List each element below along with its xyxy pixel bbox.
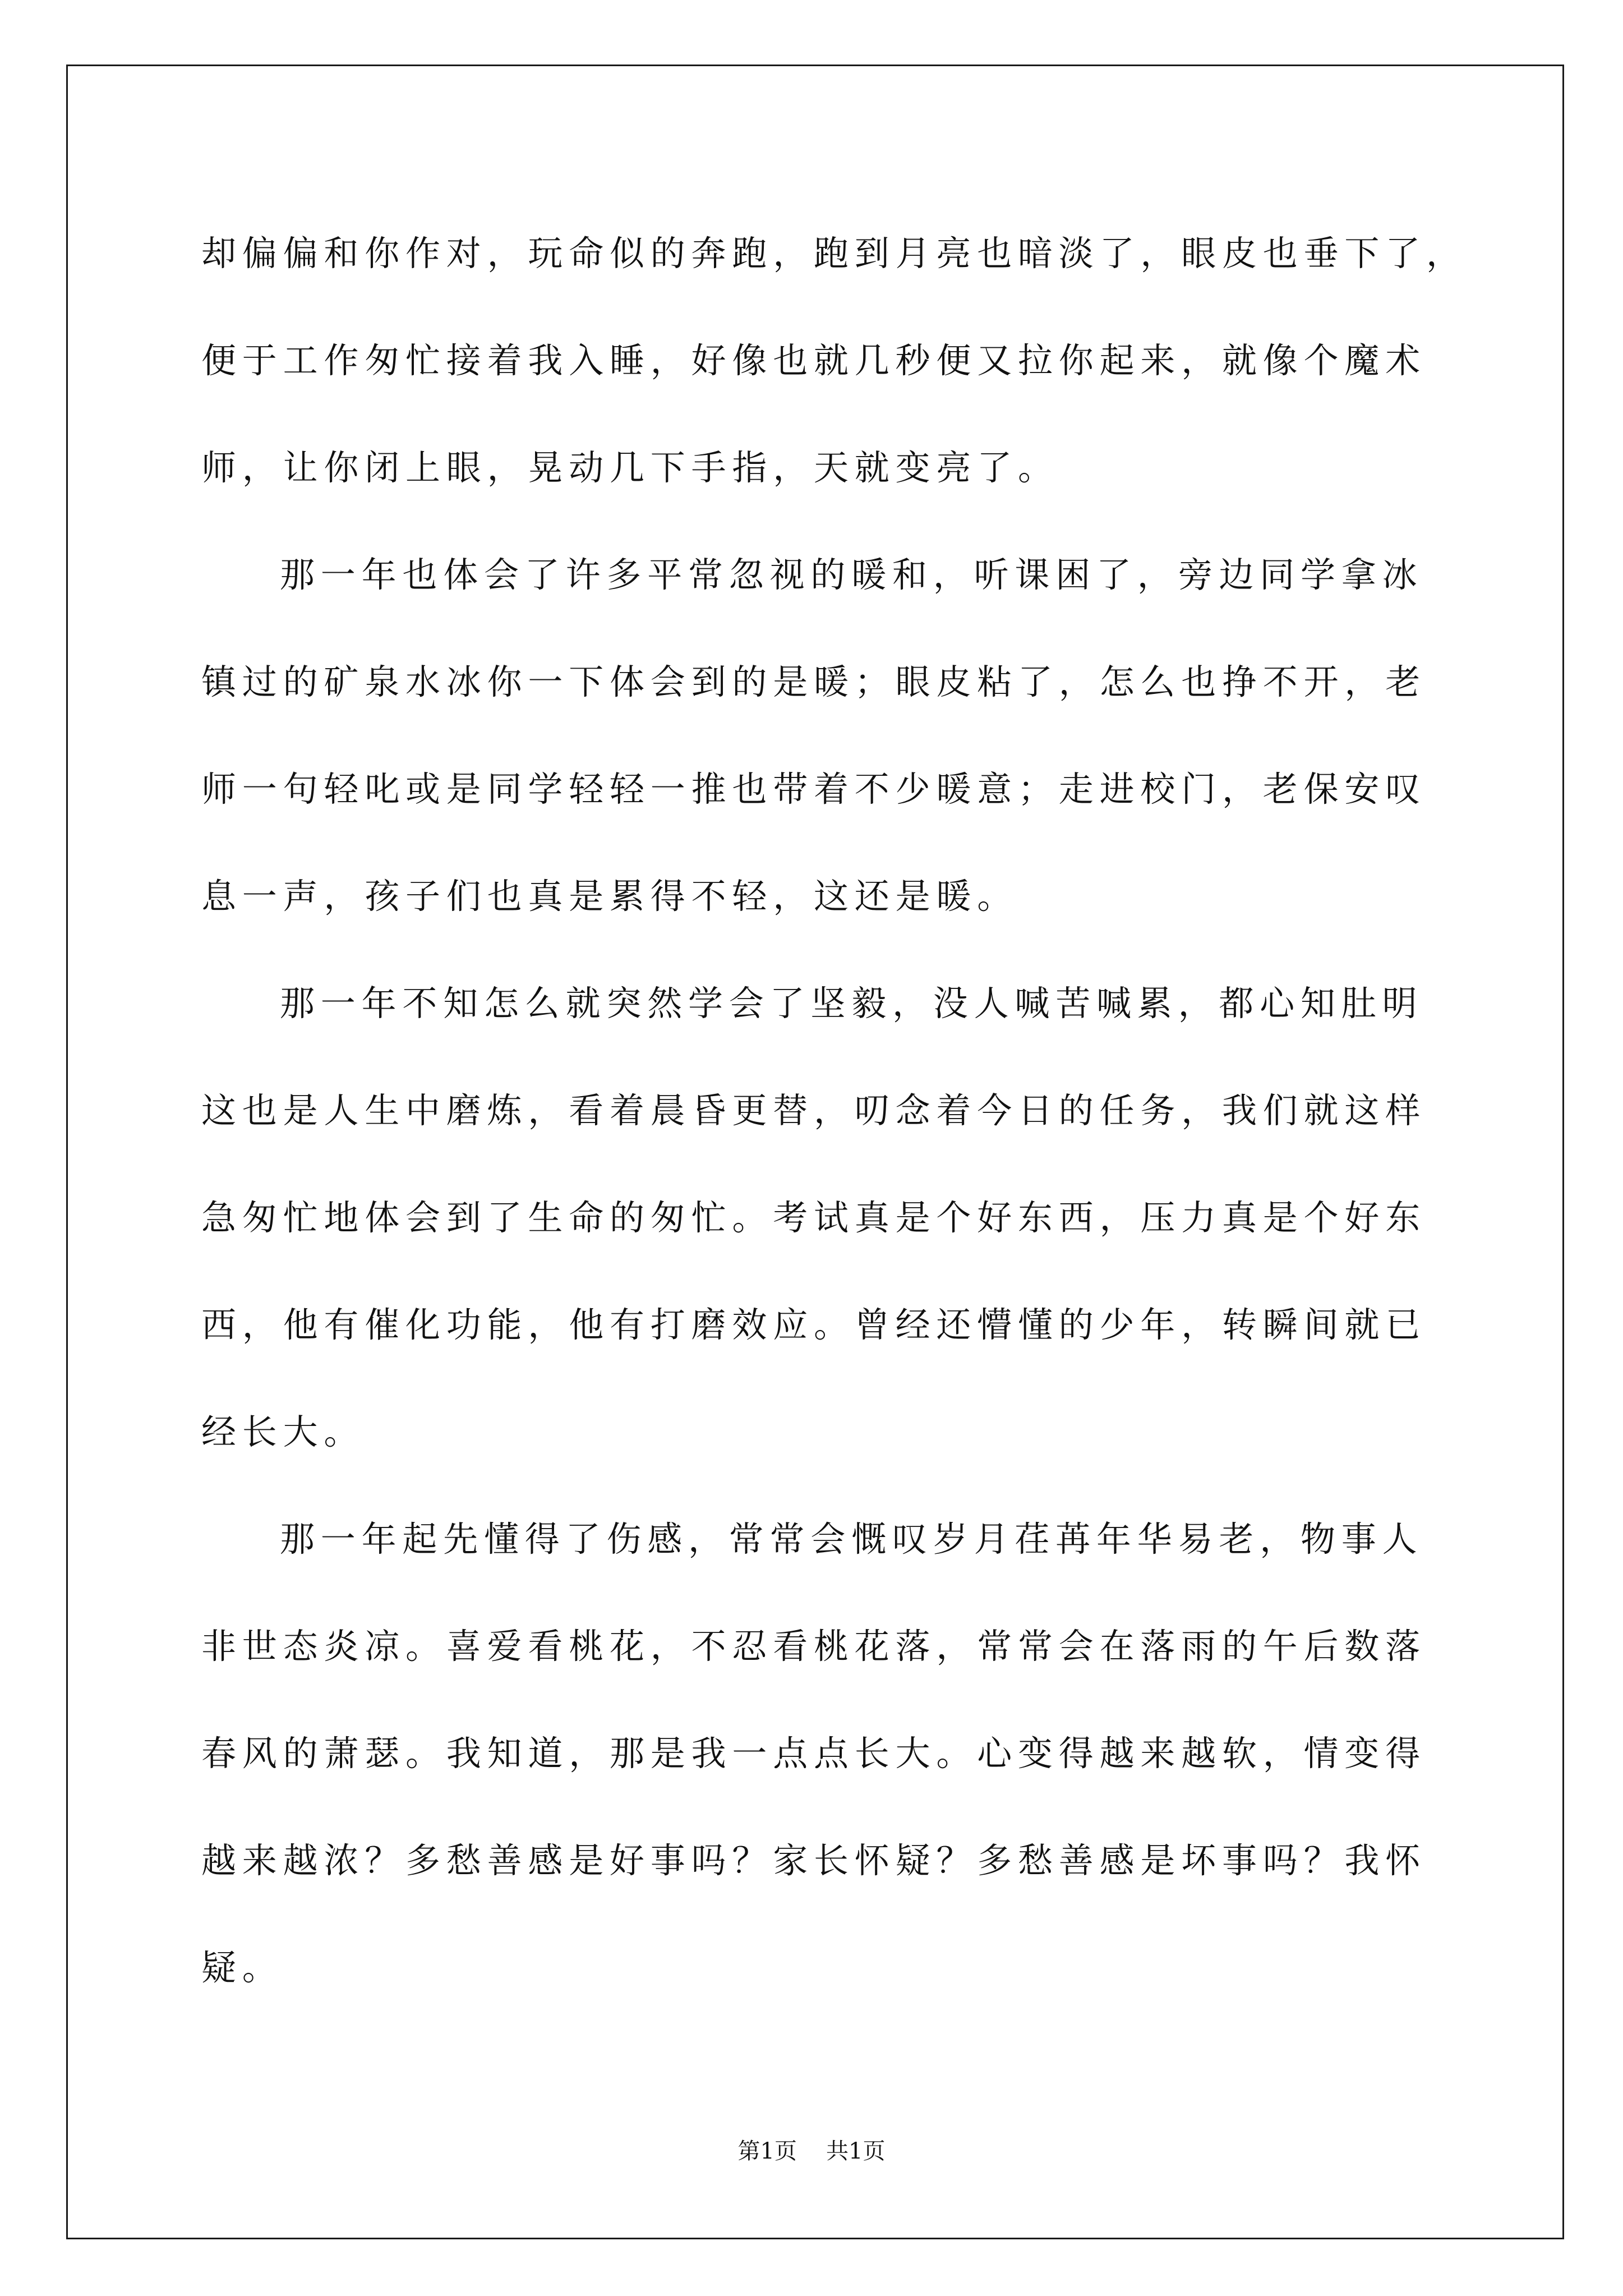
- paragraph: [201, 521, 1491, 950]
- page-number: 第1页: [737, 2138, 797, 2164]
- page-total: 共1页: [826, 2138, 886, 2164]
- text-line: 那一年起先懂得了伤感，常常会慨叹岁月荏苒年华易老，物事人: [280, 1519, 1423, 1559]
- text-line: 急匆忙地体会到了生命的匆忙。考试真是个好东西，压力真是个好东: [201, 1197, 1427, 1238]
- text-line: 便于工作匆忙接着我入睡，好像也就几秒便又拉你起来，就像个魔术: [201, 340, 1427, 381]
- text-line: 越来越浓？多愁善感是好事吗？家长怀疑？多愁善感是坏事吗？我怀: [201, 1840, 1427, 1881]
- text-line: 师，让你闭上眼，晃动几下手指，天就变亮了。: [201, 447, 1059, 488]
- text-line: 息一声，孩子们也真是累得不轻，这还是暖。: [201, 876, 1018, 917]
- text-line: 镇过的矿泉水冰你一下体会到的是暖；眼皮粘了，怎么也挣不开，老: [201, 661, 1427, 702]
- text-line: 西，他有催化功能，他有打磨效应。曾经还懵懂的少年，转瞬间就已: [201, 1304, 1427, 1345]
- text-line: 却偏偏和你作对，玩命似的奔跑，跑到月亮也暗淡了，眼皮也垂下了，: [201, 233, 1467, 274]
- text-line: 经长大。: [201, 1411, 365, 1452]
- document-body: [201, 200, 1491, 2021]
- text-line: 师一句轻叱或是同学轻轻一推也带着不少暖意；走进校门，老保安叹: [201, 769, 1427, 809]
- paragraph: [201, 1485, 1491, 2021]
- page-footer: [0, 2137, 1623, 2165]
- paragraph: [201, 950, 1491, 1485]
- text-line: 那一年不知怎么就突然学会了坚毅，没人喊苦喊累，都心知肚明: [280, 983, 1423, 1024]
- text-line: 那一年也体会了许多平常忽视的暖和，听课困了，旁边同学拿冰: [280, 554, 1423, 595]
- text-line: 春风的萧瑟。我知道，那是我一点点长大。心变得越来越软，情变得: [201, 1733, 1427, 1774]
- text-line: 这也是人生中磨炼，看着晨昏更替，叨念着今日的任务，我们就这样: [201, 1090, 1427, 1131]
- paragraph: [201, 200, 1491, 521]
- text-line: 非世态炎凉。喜爱看桃花，不忍看桃花落，常常会在落雨的午后数落: [201, 1626, 1427, 1667]
- text-line: 疑。: [201, 1947, 283, 1988]
